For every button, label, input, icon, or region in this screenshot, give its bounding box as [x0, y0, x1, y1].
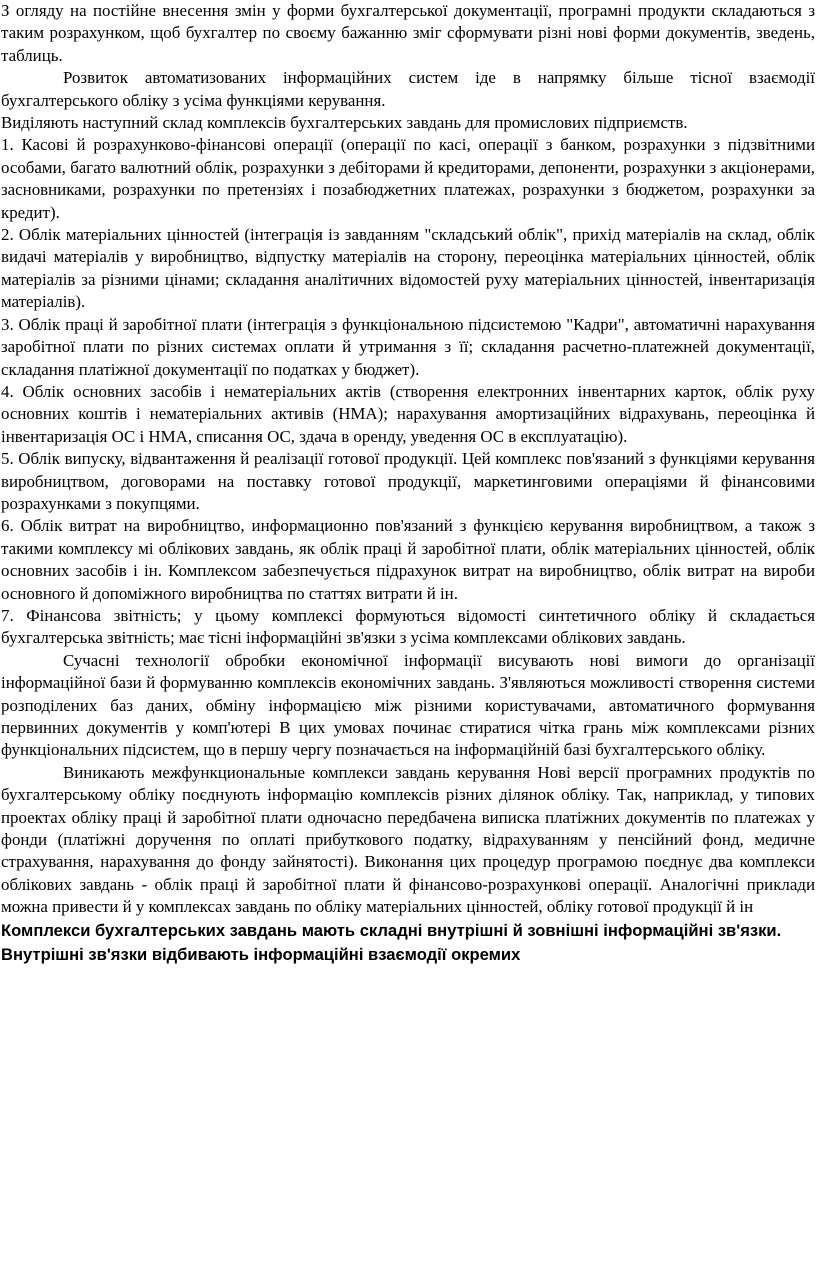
list-item-financial-reporting: 7. Фінансова звітність; у цьому комплексі формуються відомості синтетичного обліку й складається бухгалтерська звітність; має тісні інформаційні зв'язки з усіма комплексами облікових завдань.	[1, 605, 815, 648]
list-item-material-values: 2. Облік матеріальних цінностей (інтеграція із завданням "складський облік", прихід матеріалів на склад, облік видачі матеріалів у виробництво, відпустку матеріалів на сторону, переоцінка матеріальних цінностей, облік матеріалів за різними цінами; складання аналітичних відомостей руху матеріальних цінностей, інвентаризація матеріалів).	[1, 225, 815, 312]
paragraph-task-complexes-intro: Виділяють наступний склад комплексів бухгалтерських завдань для промислових підприємств.	[1, 113, 688, 133]
list-item-labor-wages: 3. Облік праці й заробітної плати (інтеграція з функціональною підсистемою "Кадри", автоматичні нарахування заробітної плати по різних системах оплати й утримання з її; складання расчетно-платежней документації, складання платіжної документації по податках у бюджет).	[1, 314, 815, 379]
paragraph-cross-functional: Виникають межфункциональные комплекси завдань керування Нові версії програмних продуктів по бухгалтерському обліку поєднують інформацію комплексів різних ділянок обліку. Так, наприклад, у типових проектах обліку праці й заробітної плати одночасно передбачена виписка платіжних документів по платежах у фонди (платіжні доручення по оплаті прибуткового податку, відрахуванням у пенсійний фонд, медичне страхування, нарахування до фонду зайнятості). Виконання цих процедур програмою поєднує два комплекси облікових завдань - облік праці й заробітної плати й фінансово-розрахункові операції. Аналогічні приклади можна привести й у комплексах завдань по обліку матеріальних цінностей, обліку готової продукції й ін	[1, 762, 815, 917]
list-item-production-costs: 6. Облік витрат на виробництво, информационно пов'язаний з функцією керування виробництвом, а також з такими комплексу мі облікових завдань, як облік праці й заробітної плати, облік матеріальних цінностей, облік основних засобів і ін. Комплексом забезпечується підрахунок витрат на виробництво, облік витрат на вироби основного й допоміжного виробництва по статтях витрати й ін.	[1, 516, 815, 603]
paragraph-intro: З огляду на постійне внесення змін у форми бухгалтерської документації, програмні продукти складаються з таким розрахунком, щоб бухгалтер по своєму бажанню зміг сформувати різні нові форми документів, зведень, таблиць.	[1, 1, 815, 65]
list-item-cash-operations: 1. Касові й розрахунково-фінансові операції (операції по касі, операції з банком, розрахунки з підзвітними особами, багато валютний облік, розрахунки з дебіторами й кредиторами, депоненти, розрахунки з акціонерами, засновниками, розрахунки по претензіях і позабюджетних платежах, розрахунки з бюджетом, розрахунки за кредит).	[1, 135, 815, 222]
list-item-production-output: 5. Облік випуску, відвантаження й реалізації готової продукції. Цей комплекс пов'язаний з функціями керування виробництвом, договорами на поставку готової продукції, маркетинговими операціями й фінансовими розрахунками з покупцями.	[1, 449, 815, 513]
list-item-fixed-assets: 4. Облік основних засобів і нематеріальних актів (створення електронних інвентарних карток, облік руху основних коштів і нематеріальних активів (НМА); нарахування амортизаційних відрахувань, переоцінка й інвентаризація ОС і НМА, списання ОС, здача в оренду, уведення ОС в експлуатацію).	[1, 381, 815, 446]
paragraph-modern-technologies: Сучасні технології обробки економічної інформації висувають нові вимоги до організації інформаційної бази й формуванню комплексів економічних завдань. З'являються можливості створення системи розподілених баз даних, обміну інформацією між різними користувачами, автоматичного формування первинних документів у комп'ютері В цих умовах починає стиратися чітка грань між комплексами різних функціональних підсистем, що в першу чергу позначається на інформаційній базі бухгалтерського обліку.	[1, 650, 815, 760]
paragraph-development: Розвиток автоматизованих інформаційних систем іде в напрямку більше тісної взаємодії бухгалтерського обліку з усіма функціями керування.	[1, 68, 815, 110]
paragraph-bold-connections: Комплекси бухгалтерських завдань мають складні внутрішні й зовнішні інформаційні зв'язки. Внутрішні зв'язки відбивають інформаційні взаємодії окремих	[1, 920, 782, 964]
